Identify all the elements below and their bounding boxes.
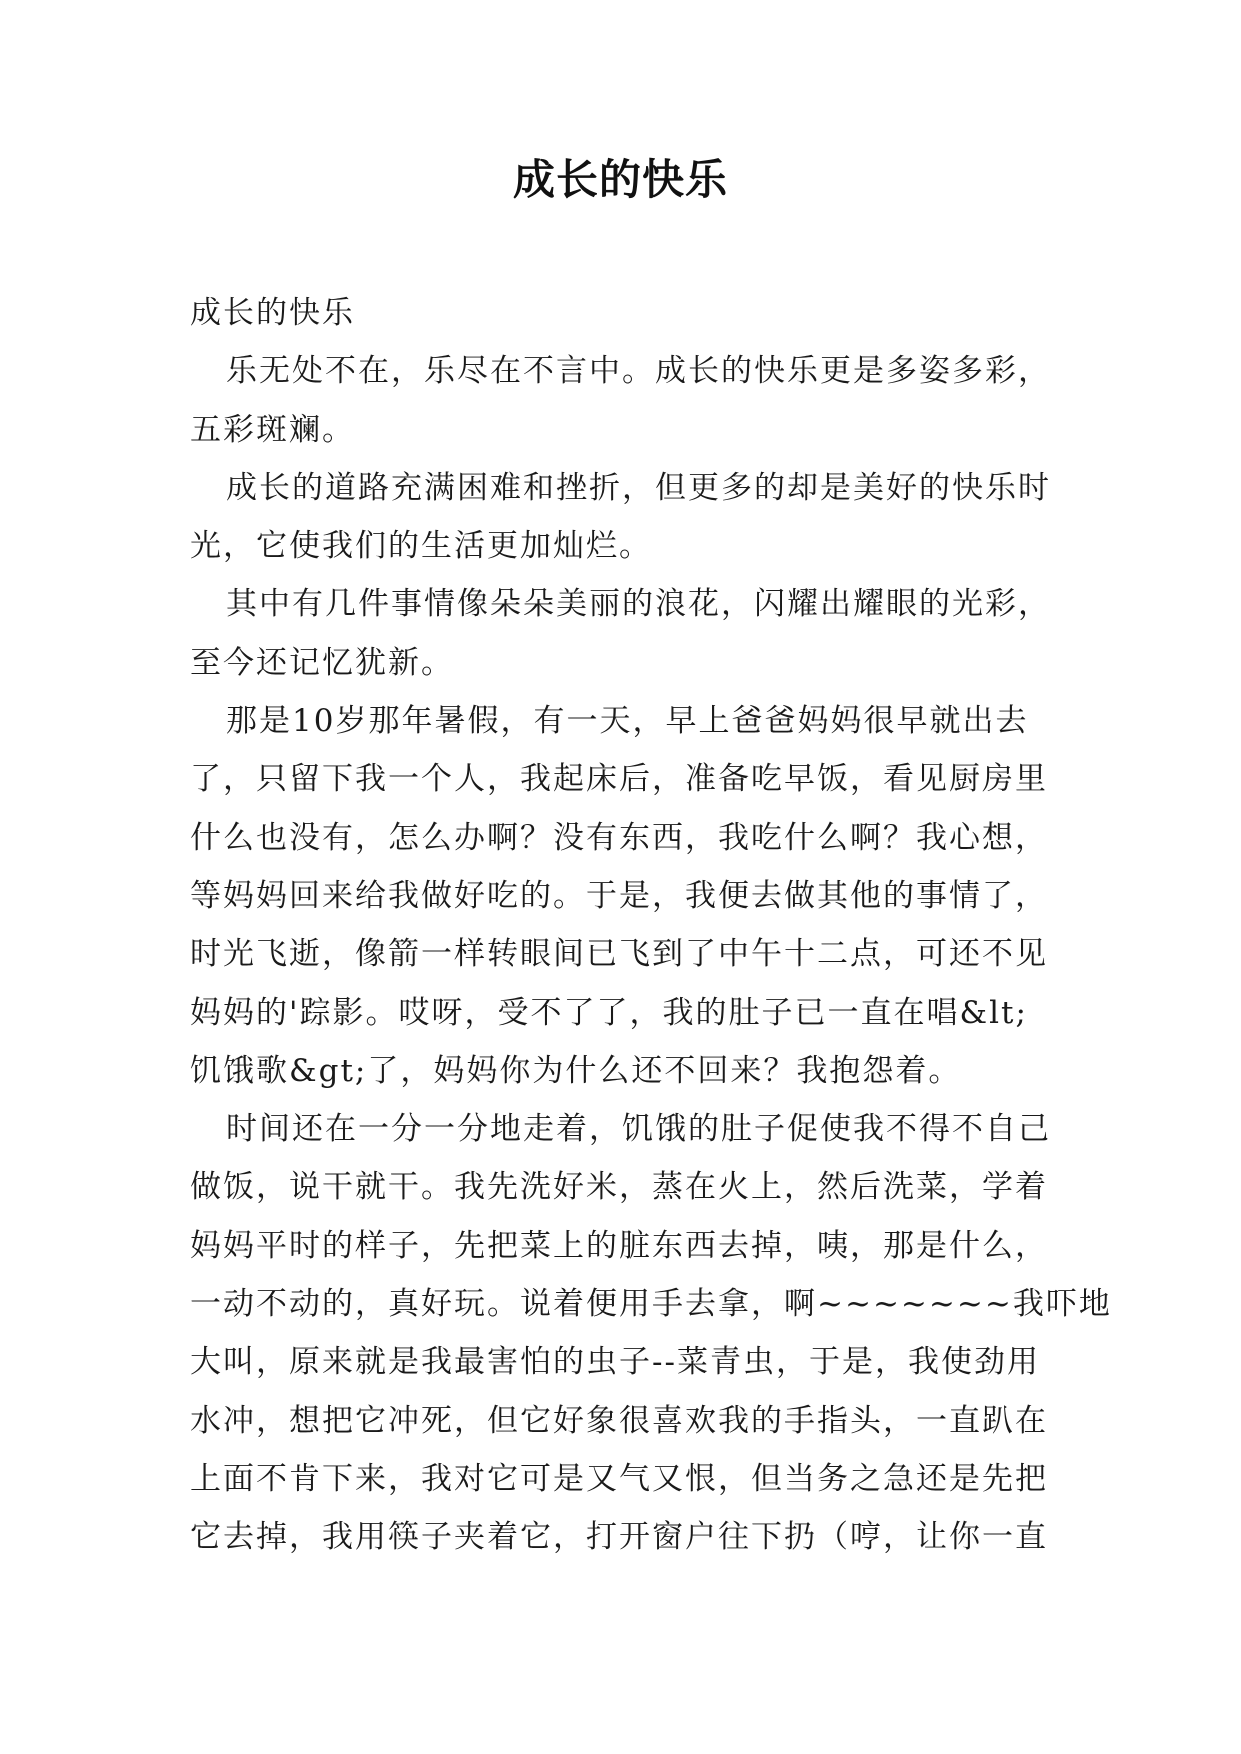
paragraph-line: 大叫，原来就是我最害怕的虫子--菜青虫，于是，我使劲用 [190, 1344, 1040, 1381]
paragraph-line: 了，只留下我一个人，我起床后，准备吃早饭，看见厨房里 [190, 761, 1048, 798]
paragraph-line: 妈妈平时的样子，先把菜上的脏东西去掉，咦，那是什么， [190, 1227, 1048, 1264]
paragraph-line: 五彩斑斓。 [190, 411, 355, 448]
paragraph-line: 那是10岁那年暑假，有一天，早上爸爸妈妈很早就出去 [226, 703, 1029, 740]
paragraph-line: 其中有几件事情像朵朵美丽的浪花，闪耀出耀眼的光彩， [226, 586, 1051, 623]
paragraph-line: 水冲，想把它冲死，但它好象很喜欢我的手指头，一直趴在 [190, 1402, 1048, 1439]
paragraph-line: 一动不动的，真好玩。说着便用手去拿，啊~~~~~~~我吓地 [190, 1286, 1112, 1323]
document-body [190, 284, 1112, 1567]
paragraph-line: 至今还记忆犹新。 [190, 644, 454, 681]
paragraph-line: 光，它使我们的生活更加灿烂。 [190, 528, 652, 565]
paragraph-line: 等妈妈回来给我做好吃的。于是，我便去做其他的事情了， [190, 877, 1048, 914]
subtitle-line: 成长的快乐 [190, 295, 355, 331]
paragraph-line: 时间还在一分一分地走着，饥饿的肚子促使我不得不自己 [226, 1111, 1051, 1148]
paragraph-line: 乐无处不在，乐尽在不言中。成长的快乐更是多姿多彩， [226, 353, 1051, 390]
paragraph-line: 妈妈的'踪影。哎呀，受不了了，我的肚子已一直在唱&lt; [190, 994, 1028, 1031]
paragraph-line: 什么也没有，怎么办啊？没有东西，我吃什么啊？我心想， [190, 819, 1048, 856]
document-title: 成长的快乐 [512, 155, 728, 204]
paragraph-line: 做饭，说干就干。我先洗好米，蒸在火上，然后洗菜，学着 [190, 1169, 1048, 1206]
paragraph-line: 成长的道路充满困难和挫折，但更多的却是美好的快乐时 [226, 469, 1051, 506]
paragraph-line: 上面不肯下来，我对它可是又气又恨，但当务之急还是先把 [190, 1460, 1048, 1497]
paragraph-line: 它去掉，我用筷子夹着它，打开窗户往下扔（哼，让你一直 [190, 1519, 1048, 1556]
paragraph-line: 时光飞逝，像箭一样转眼间已飞到了中午十二点，可还不见 [190, 936, 1048, 973]
paragraph-line: 饥饿歌&gt;了，妈妈你为什么还不回来？我抱怨着。 [190, 1052, 962, 1089]
